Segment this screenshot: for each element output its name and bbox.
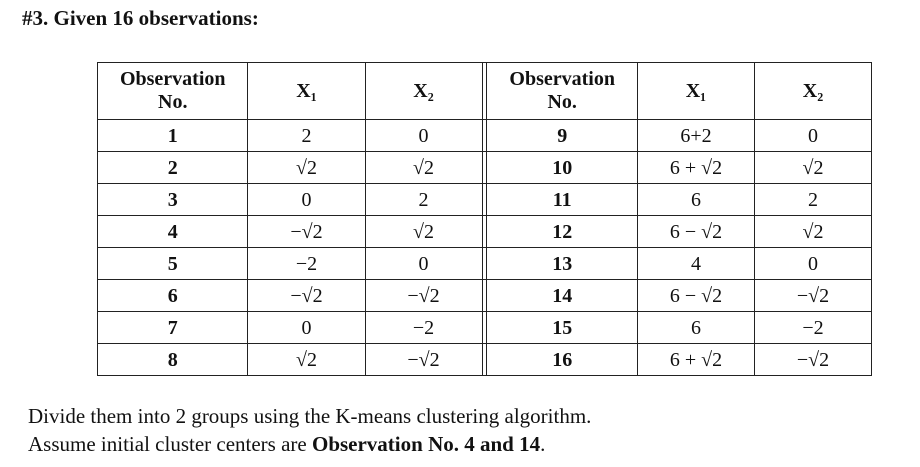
x2-cell: √2 xyxy=(365,152,482,184)
table-row xyxy=(98,280,872,312)
header-x1-right: X₁ xyxy=(637,63,754,120)
observation-no-cell: 1 xyxy=(98,120,248,152)
x2-cell: −√2 xyxy=(365,280,482,312)
header-observation-left: Observation No. xyxy=(98,63,248,120)
table-row xyxy=(98,312,872,344)
x1-cell: −2 xyxy=(248,248,365,280)
x2-cell: √2 xyxy=(365,216,482,248)
x1-cell: 6 − √2 xyxy=(637,280,754,312)
header-x2-right: X₂ xyxy=(754,63,871,120)
x2-cell: 0 xyxy=(365,120,482,152)
x1-cell: √2 xyxy=(248,344,365,376)
observation-no-cell: 9 xyxy=(487,120,637,152)
instructions xyxy=(28,402,591,458)
observation-no-cell: 7 xyxy=(98,312,248,344)
x2-cell: 2 xyxy=(754,184,871,216)
table-row xyxy=(98,216,872,248)
x2-cell: 0 xyxy=(754,120,871,152)
x2-cell: −2 xyxy=(754,312,871,344)
observation-no-cell: 10 xyxy=(487,152,637,184)
observation-no-cell: 5 xyxy=(98,248,248,280)
observation-no-cell: 2 xyxy=(98,152,248,184)
table-body xyxy=(98,120,872,376)
observation-no-cell: 13 xyxy=(487,248,637,280)
observation-no-cell: 8 xyxy=(98,344,248,376)
x1-cell: 6 xyxy=(637,312,754,344)
x1-cell: −√2 xyxy=(248,216,365,248)
x1-cell: 0 xyxy=(248,312,365,344)
table-header-row xyxy=(98,63,872,120)
observation-no-cell: 14 xyxy=(487,280,637,312)
x2-cell: √2 xyxy=(754,216,871,248)
instruction-line-1: Divide them into 2 groups using the K-means clustering algorithm. xyxy=(28,404,592,428)
x1-cell: 6 − √2 xyxy=(637,216,754,248)
observation-no-cell: 15 xyxy=(487,312,637,344)
x2-cell: 2 xyxy=(365,184,482,216)
observation-no-cell: 3 xyxy=(98,184,248,216)
observation-no-cell: 12 xyxy=(487,216,637,248)
x2-cell: 0 xyxy=(754,248,871,280)
x1-cell: 0 xyxy=(248,184,365,216)
x1-cell: √2 xyxy=(248,152,365,184)
table-row xyxy=(98,152,872,184)
x2-cell: −√2 xyxy=(365,344,482,376)
x2-cell: 0 xyxy=(365,248,482,280)
header-x2-left: X₂ xyxy=(365,63,482,120)
x1-cell: 6 + √2 xyxy=(637,152,754,184)
x2-cell: −√2 xyxy=(754,344,871,376)
x1-cell: 2 xyxy=(248,120,365,152)
header-observation-right: Observation No. xyxy=(487,63,637,120)
x1-cell: 6+2 xyxy=(637,120,754,152)
x1-cell: 6 + √2 xyxy=(637,344,754,376)
table-row xyxy=(98,184,872,216)
observation-no-cell: 11 xyxy=(487,184,637,216)
initial-centers: Observation No. 4 and 14 xyxy=(311,432,541,456)
x1-cell: −√2 xyxy=(248,280,365,312)
table-row xyxy=(98,344,872,376)
observation-no-cell: 16 xyxy=(487,344,637,376)
table-row xyxy=(98,248,872,280)
x2-cell: −√2 xyxy=(754,280,871,312)
observation-no-cell: 4 xyxy=(98,216,248,248)
x2-cell: √2 xyxy=(754,152,871,184)
x1-cell: 4 xyxy=(637,248,754,280)
x2-cell: −2 xyxy=(365,312,482,344)
observations-table xyxy=(97,62,872,376)
instruction-line-2: Assume initial cluster centers are Observation No. 4 and 14. xyxy=(28,432,546,456)
x1-cell: 6 xyxy=(637,184,754,216)
observation-no-cell: 6 xyxy=(98,280,248,312)
header-x1-left: X₁ xyxy=(248,63,365,120)
problem-title: #3. Given 16 observations: xyxy=(22,6,259,30)
table-row xyxy=(98,120,872,152)
